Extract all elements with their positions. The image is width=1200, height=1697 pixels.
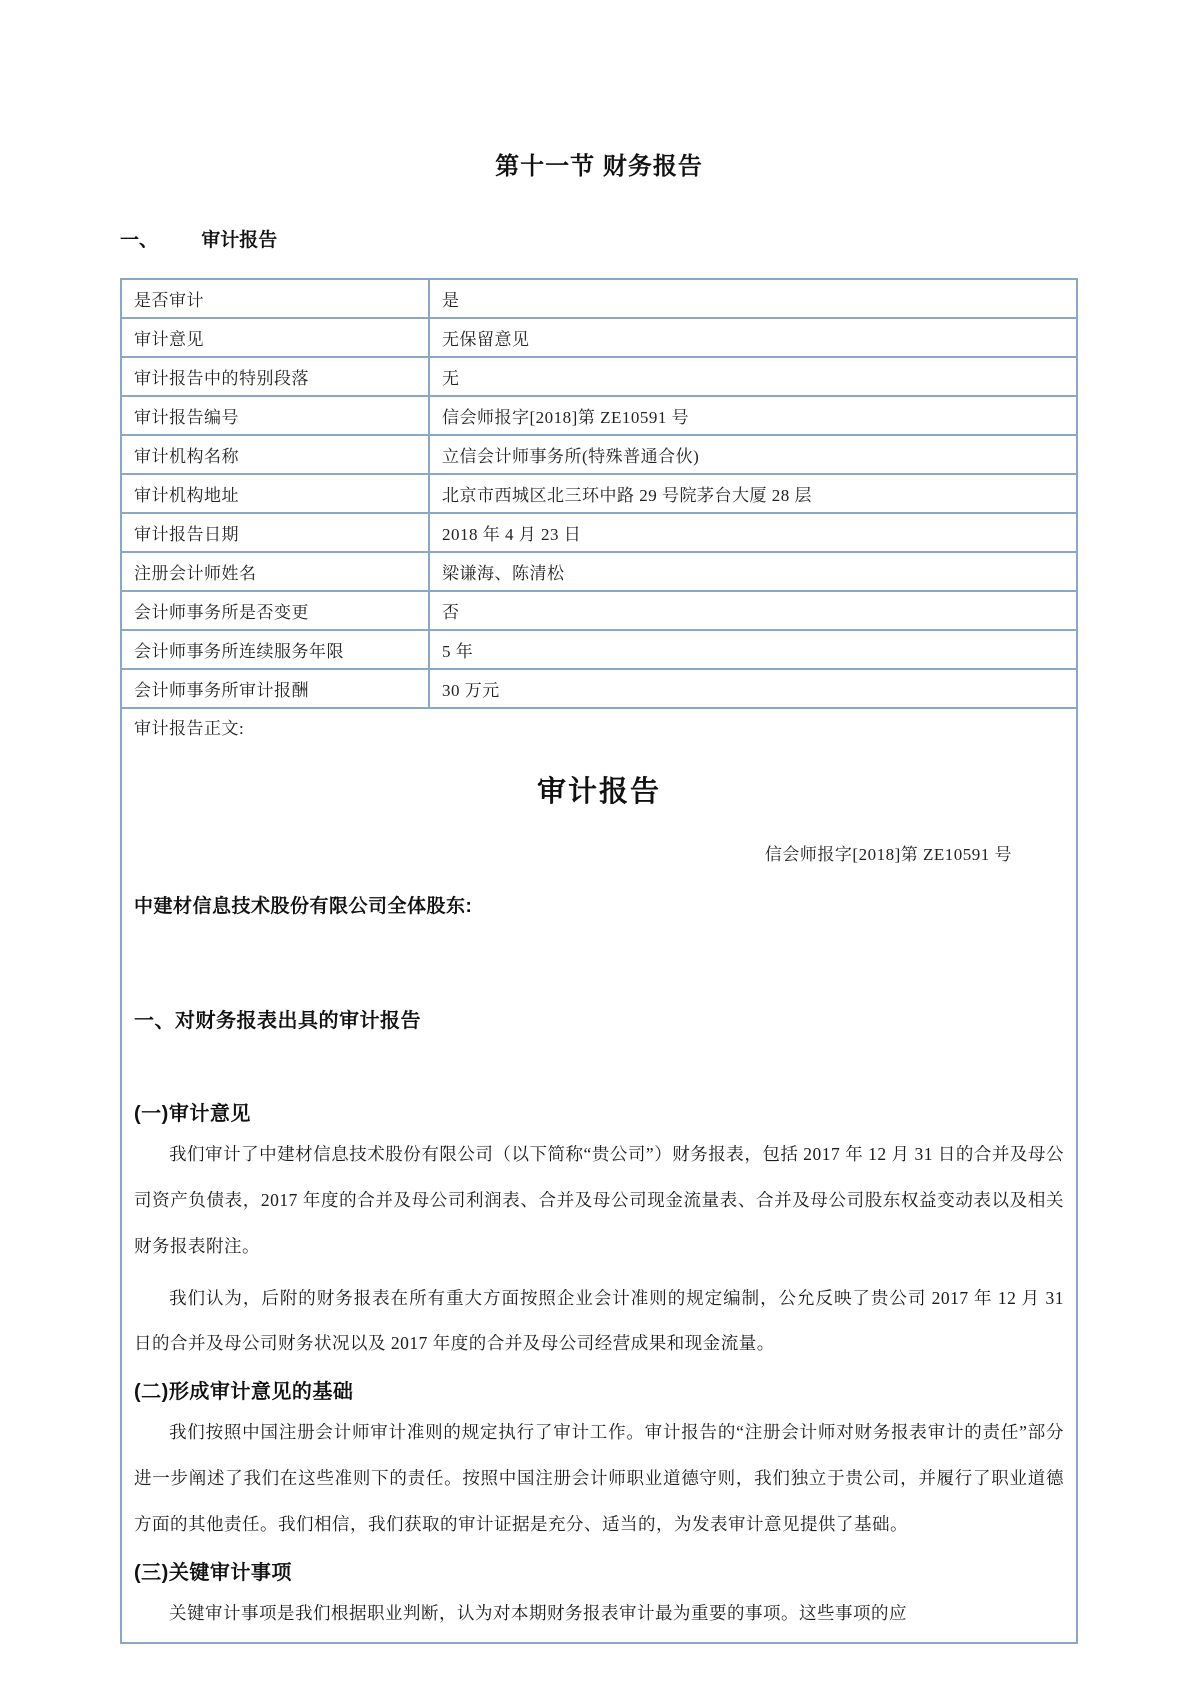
audit-summary-table (120, 278, 1078, 1644)
table-row (121, 279, 1077, 318)
row-value: 信会师报字[2018]第 ZE10591 号 (429, 396, 1077, 435)
row-label: 审计报告日期 (121, 513, 429, 552)
section-number: 一、 (120, 230, 159, 251)
paragraph-audit-opinion: 我们认为，后附的财务报表在所有重大方面按照企业会计准则的规定编制，公允反映了贵公司 2017 年 12 月 31 日的合并及母公司财务状况以及 2017 年度的合并及母公司经营成果和现金流量。 (134, 1287, 1064, 1354)
report-title: 审计报告 (536, 776, 661, 808)
table-row (121, 669, 1077, 708)
report-body-row (121, 708, 1077, 1643)
section-heading (120, 225, 1078, 252)
section-label: 审计报告 (201, 230, 278, 251)
report-body-cell (121, 708, 1077, 1643)
heading-basis-for-opinion: (二)形成审计意见的基础 (134, 1381, 354, 1404)
row-value: 5 年 (429, 630, 1077, 669)
row-label: 是否审计 (121, 279, 429, 318)
table-row (121, 630, 1077, 669)
table-row (121, 396, 1077, 435)
row-label: 审计报告编号 (121, 396, 429, 435)
report-number: 信会师报字[2018]第 ZE10591 号 (764, 845, 1012, 864)
paragraph-basis-for-opinion: 我们按照中国注册会计师审计准则的规定执行了审计工作。审计报告的“注册会计师对财务报表审计的责任”部分进一步阐述了我们在这些准则下的责任。按照中国注册会计师职业道德守则，我们独立于贵公司，并履行了职业道德方面的其他责任。我们相信，我们获取的审计证据是充分、适当的，为发表审计意见提供了基础。 (134, 1422, 1064, 1534)
row-value: 梁谦海、陈清松 (429, 552, 1077, 591)
row-label: 会计师事务所连续服务年限 (121, 630, 429, 669)
table-row (121, 513, 1077, 552)
table-row (121, 591, 1077, 630)
table-row (121, 435, 1077, 474)
row-label: 审计报告中的特别段落 (121, 357, 429, 396)
paragraph-audit-scope: 我们审计了中建材信息技术股份有限公司（以下简称“贵公司”）财务报表，包括 2017 年 12 月 31 日的合并及母公司资产负债表，2017 年度的合并及母公司利润表、合并及母公司现金流量表、合并及母公司股东权益变动表以及相关财务报表附注。 (134, 1144, 1064, 1256)
table-row (121, 357, 1077, 396)
row-label: 会计师事务所是否变更 (121, 591, 429, 630)
row-label: 注册会计师姓名 (121, 552, 429, 591)
heading-key-audit-matters: (三)关键审计事项 (134, 1561, 292, 1584)
row-label: 审计机构地址 (121, 474, 429, 513)
page-title: 第十一节 财务报告 (495, 153, 703, 180)
row-value: 否 (429, 591, 1077, 630)
table-row (121, 552, 1077, 591)
report-addressee: 中建材信息技术股份有限公司全体股东: (134, 896, 473, 917)
table-row (121, 474, 1077, 513)
row-value: 无保留意见 (429, 318, 1077, 357)
row-value: 2018 年 4 月 23 日 (429, 513, 1077, 552)
page-content (120, 0, 1078, 1644)
row-value: 是 (429, 279, 1077, 318)
row-value: 无 (429, 357, 1077, 396)
row-value: 立信会计师事务所(特殊普通合伙) (429, 435, 1077, 474)
row-value: 北京市西城区北三环中路 29 号院茅台大厦 28 层 (429, 474, 1077, 513)
row-value: 30 万元 (429, 669, 1077, 708)
heading-audit-opinion: (一)审计意见 (134, 1103, 251, 1125)
row-label: 审计机构名称 (121, 435, 429, 474)
table-row (121, 318, 1077, 357)
report-body-intro-label: 审计报告正文: (134, 719, 245, 738)
row-label: 审计意见 (121, 318, 429, 357)
paragraph-key-audit-matters: 关键审计事项是我们根据职业判断，认为对本期财务报表审计最为重要的事项。这些事项的应 (169, 1602, 907, 1623)
heading-section-audit-report: 一、对财务报表出具的审计报告 (134, 1010, 421, 1032)
row-label: 会计师事务所审计报酬 (121, 669, 429, 708)
